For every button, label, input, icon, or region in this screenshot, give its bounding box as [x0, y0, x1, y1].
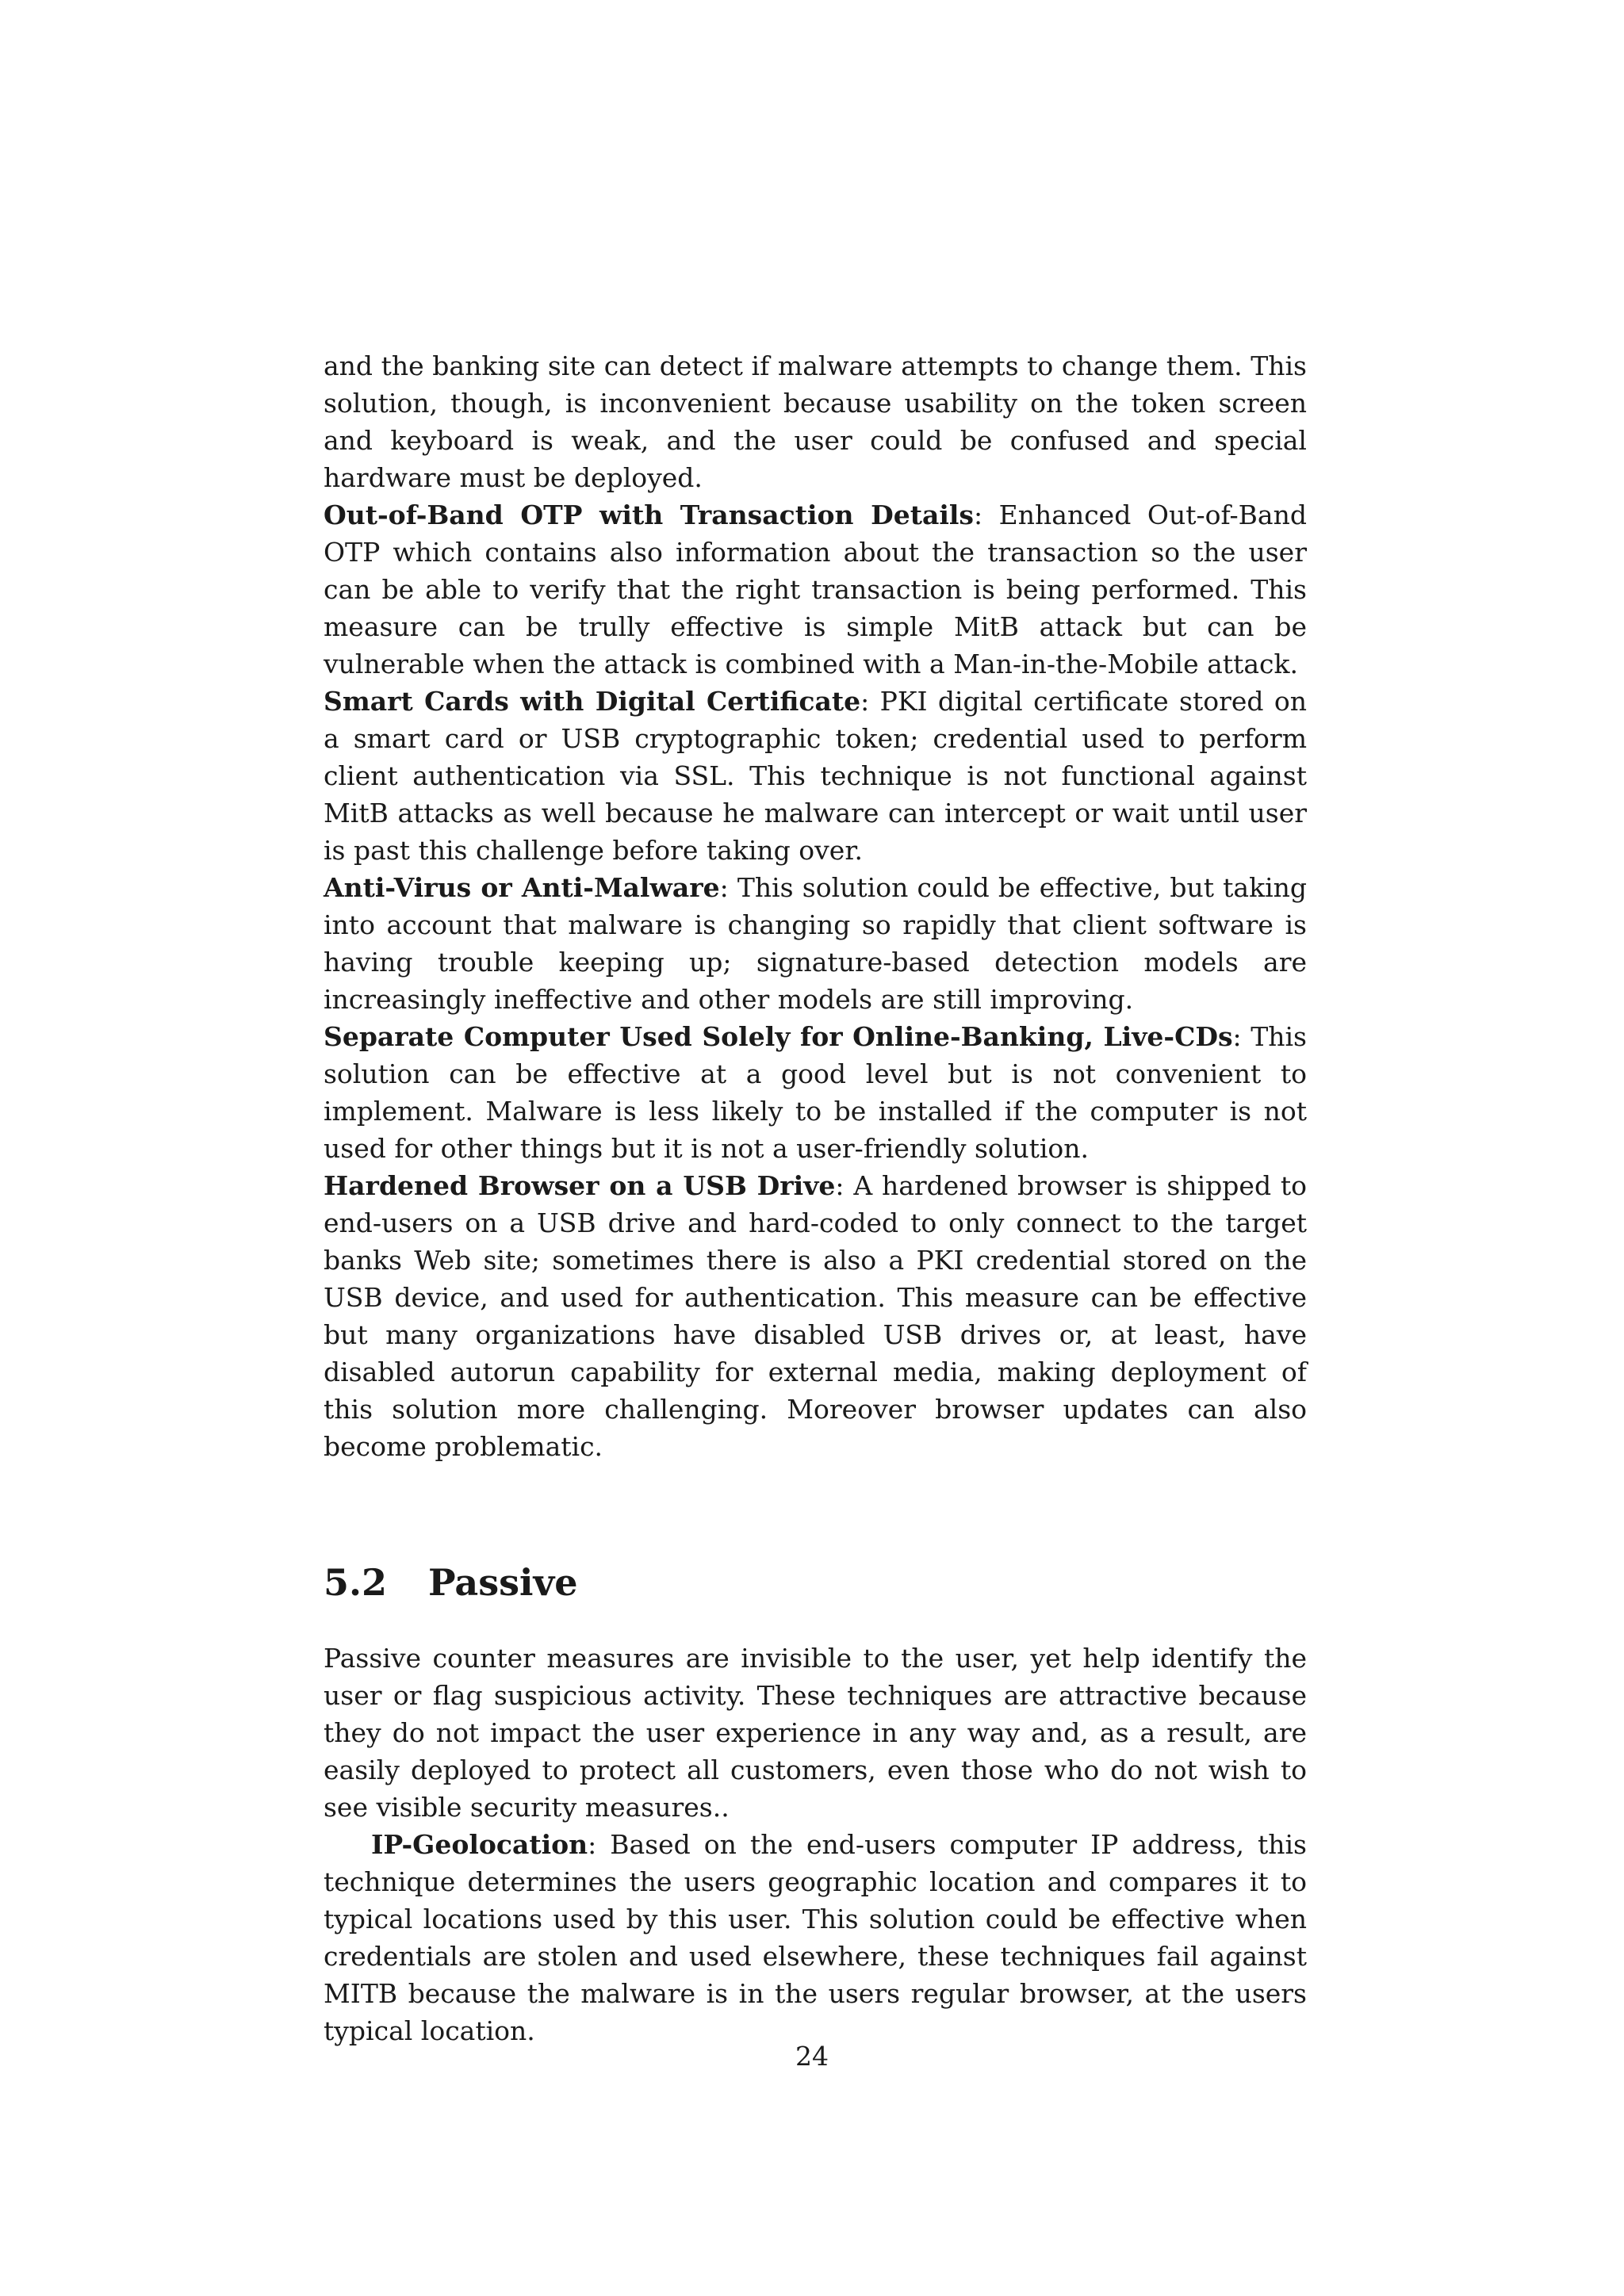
- passive-item-ip-geolocation: [324, 1826, 1307, 2049]
- measure-term: Smart Cards with Digital Certificate: [324, 686, 861, 717]
- section-heading: [324, 1559, 1307, 1606]
- measure-text: : PKI digital certificate stored on a smart card or USB cryptographic token; credential used to perform client authentication via SSL. This technique is not functional against MitB attacks as well because he malware can intercept or wait until user is past this challenge before taking over.: [324, 686, 1307, 866]
- passive-term: IP-Geolocation: [371, 1829, 588, 1860]
- section-number: 5.2: [324, 1561, 388, 1604]
- measure-text: : Enhanced Out-of-Band OTP which contains also information about the transaction so the user can be able to verify that the right transaction is being performed. This measure can be trully effective is simple MitB attack but can be vulnerable when the attack is combined with a Man-in-the-Mobile attack.: [324, 499, 1307, 679]
- measure-item-separate-computer: [324, 1018, 1307, 1167]
- measure-term: Separate Computer Used Solely for Online-Banking, Live-CDs: [324, 1021, 1233, 1052]
- section-title: Passive: [428, 1561, 578, 1604]
- measure-term: Out-of-Band OTP with Transaction Details: [324, 499, 974, 530]
- passive-text: : Based on the end-users computer IP address, this technique determines the users geographic location and compares it to typical locations used by this user. This solution could be effective when credentials are stolen and used elsewhere, these techniques fail against MITB because the malware is in the users regular browser, at the users typical location.: [324, 1829, 1307, 2046]
- page-number: 24: [795, 2041, 829, 2072]
- measure-item-antivirus: [324, 869, 1307, 1018]
- measure-item-smart-cards: [324, 683, 1307, 869]
- intro-paragraph: and the banking site can detect if malware attempts to change them. This solution, though, is inconvenient because usability on the token screen and keyboard is weak, and the user could be confused and special hardware must be deployed.: [324, 350, 1307, 493]
- page-body: [324, 347, 1307, 2049]
- measure-text: : This solution could be effective, but taking into account that malware is changing so rapidly that client software is having trouble keeping up; signature-based detection models are increasingly ineffective and other models are still improving.: [324, 872, 1307, 1015]
- measure-item-oob-otp: [324, 496, 1307, 683]
- passive-intro-paragraph: Passive counter measures are invisible to the user, yet help identify the user or flag suspicious activity. These techniques are attractive because they do not impact the user experience in any way and, as a result, are easily deployed to protect all customers, even those who do not wish to see visible security measures..: [324, 1643, 1307, 1823]
- measure-term: Hardened Browser on a USB Drive: [324, 1170, 836, 1201]
- measure-text: : This solution can be effective at a good level but is not convenient to implement. Malware is less likely to be installed if the computer is not used for other things but it is not a user-friendly solution.: [324, 1021, 1307, 1164]
- measure-term: Anti-Virus or Anti-Malware: [324, 872, 720, 903]
- measure-text: : A hardened browser is shipped to end-users on a USB drive and hard-coded to only connect to the target banks Web site; sometimes there is also a PKI credential stored on the USB device, and used for authentication. This measure can be effective but many organizations have disabled USB drives or, at least, have disabled autorun capability for external media, making deployment of this solution more challenging. Moreover browser updates can also become problematic.: [324, 1170, 1308, 1462]
- measure-item-hardened-browser: [324, 1167, 1307, 1465]
